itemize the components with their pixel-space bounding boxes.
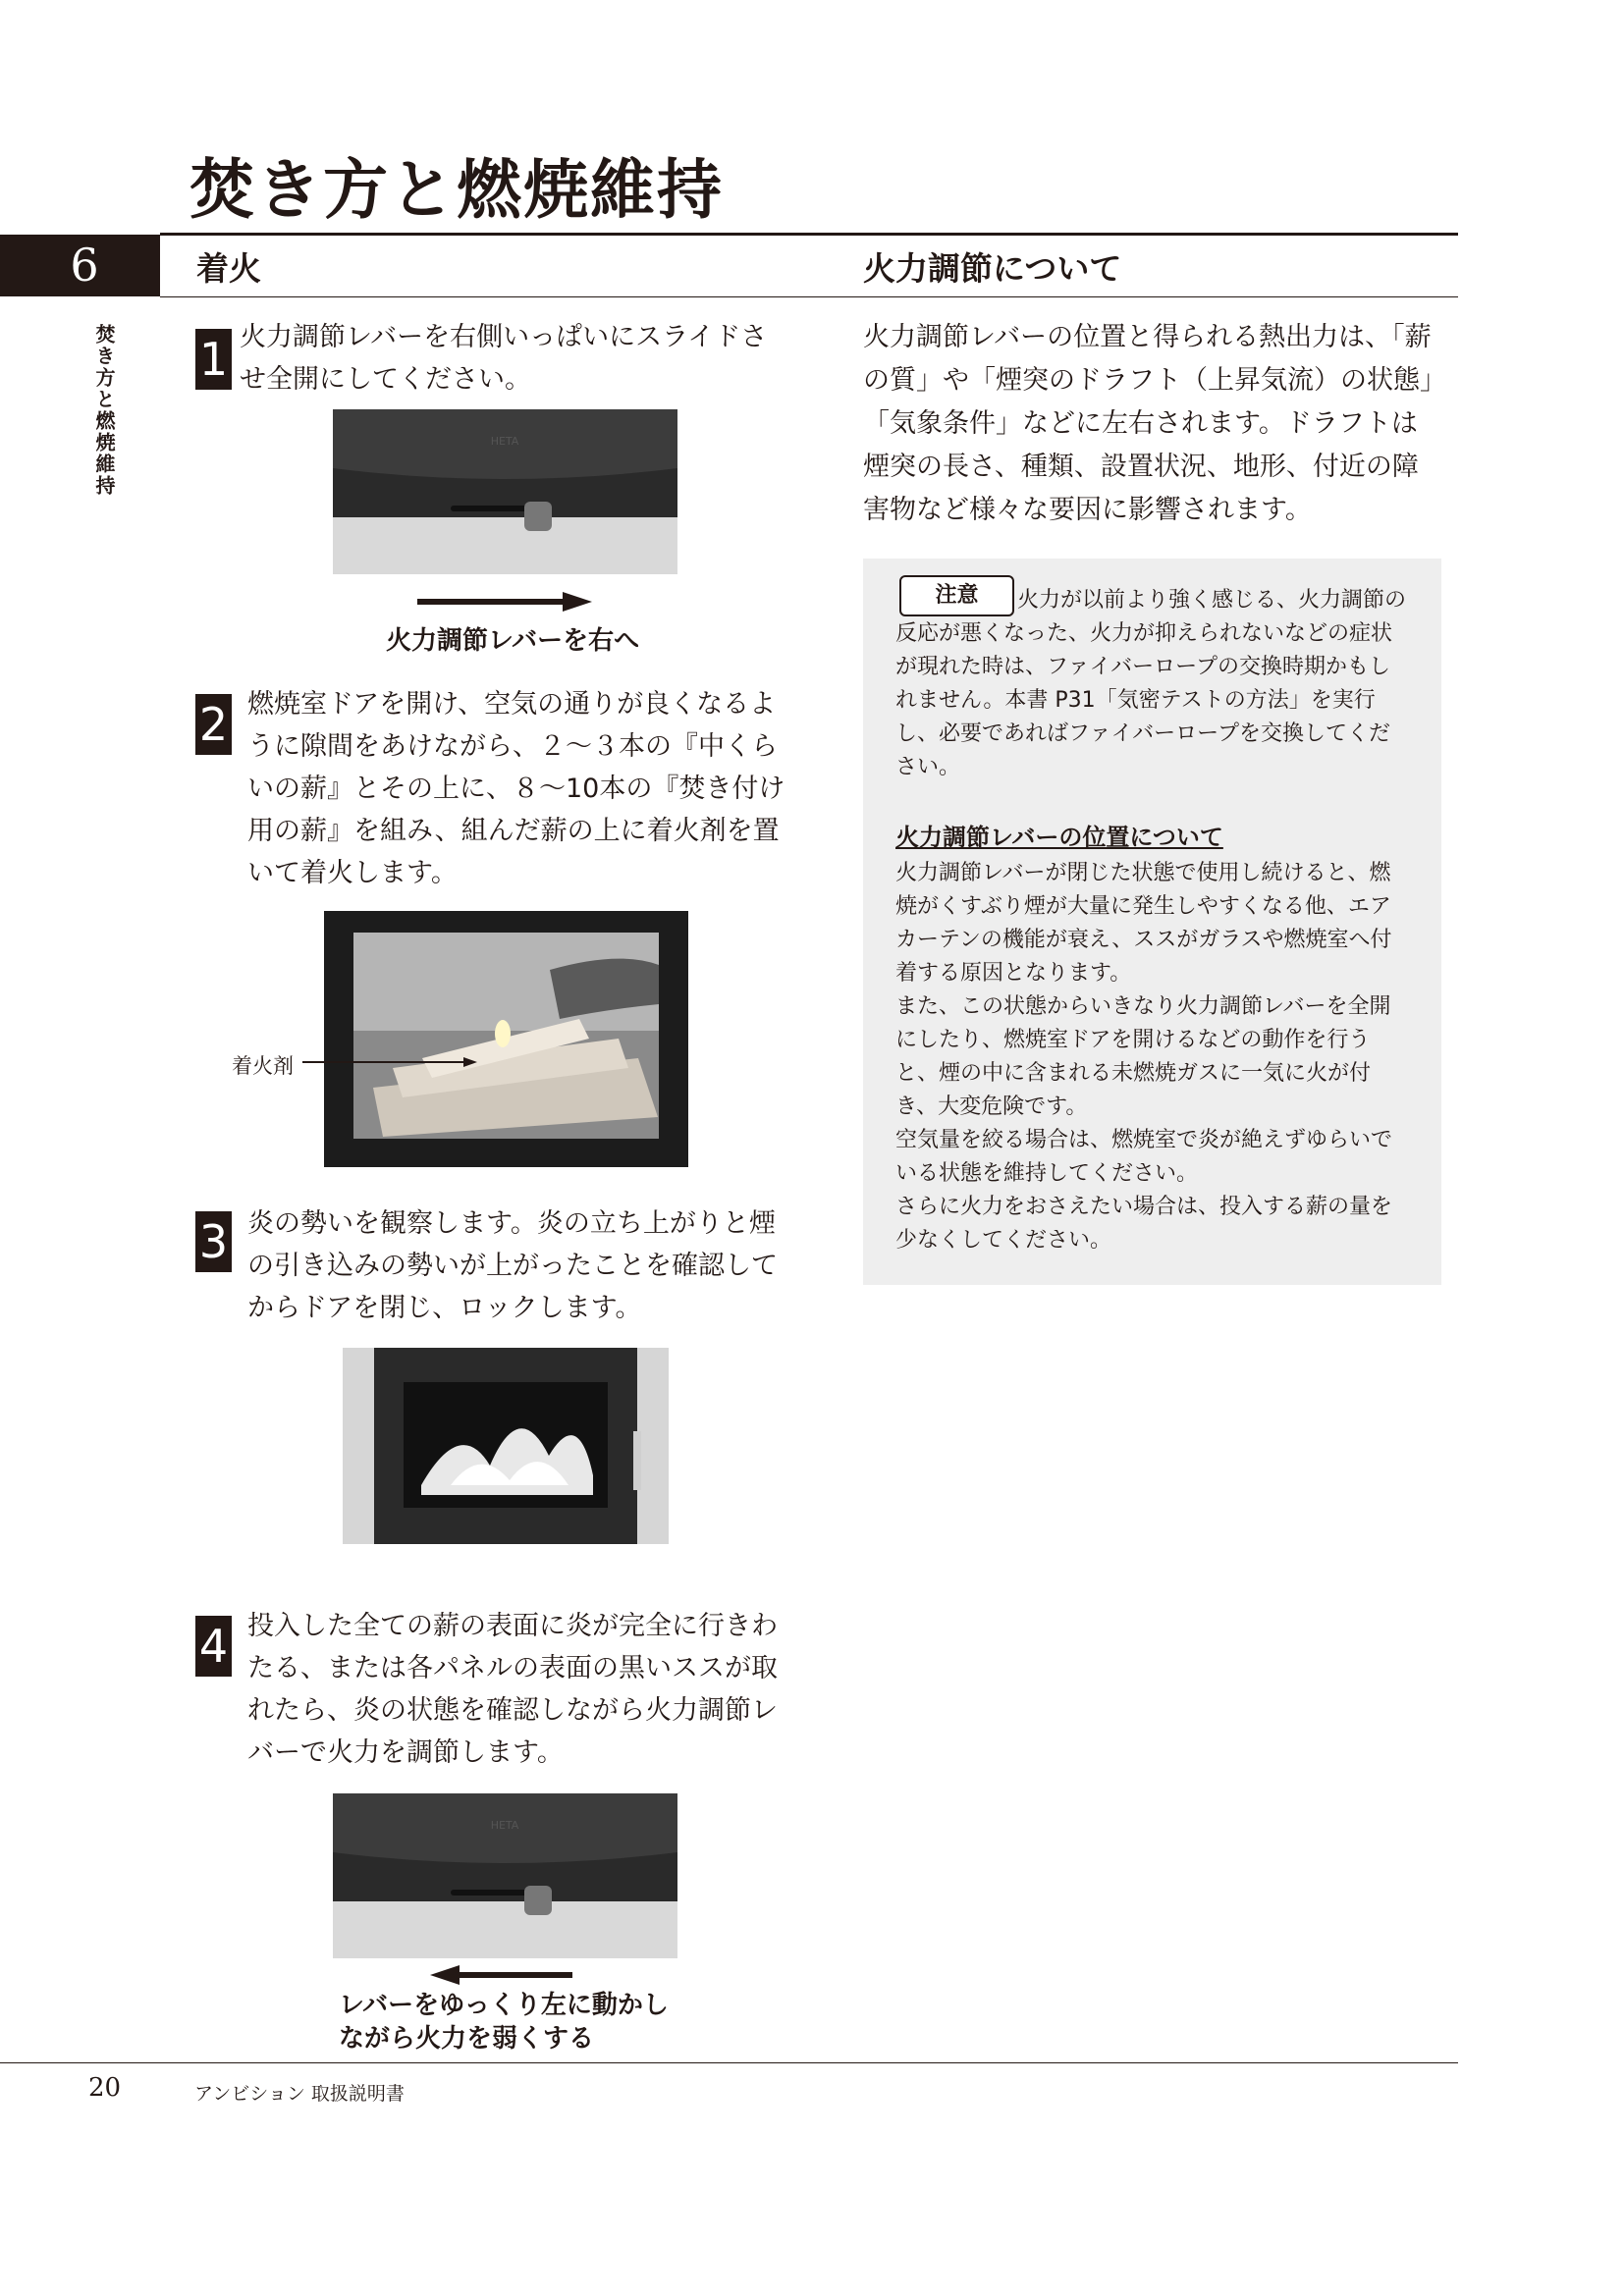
page-title: 焚き方と燃焼維持 — [189, 151, 724, 228]
svg-text:HETA: HETA — [490, 435, 519, 448]
step-number-2: 2 — [195, 694, 232, 755]
section-title-ignition: 着火 — [196, 249, 261, 288]
footer-doc-title: アンビション 取扱説明書 — [194, 2083, 405, 2105]
lever-position-paragraph: 火力調節レバーが閉じた状態で使用し続けると、燃焼がくすぶり煙が大量に発生しやすくなる他、エアカーテンの機能が衰え、ススがガラスや燃焼室へ付着する原因となります。 — [895, 861, 1392, 986]
caution-badge: 注意 — [899, 575, 1014, 616]
lever-position-body — [895, 857, 1406, 1257]
lever-position-paragraph: 空気量を絞る場合は、燃焼室で炎が絶えずゆらいでいる状態を維持してください。 — [895, 1128, 1393, 1186]
lever-photo-closing — [333, 1793, 677, 1958]
lever-position-paragraph: さらに火力をおさえたい場合は、投入する薪の量を少なくしてください。 — [895, 1195, 1393, 1253]
svg-text:HETA: HETA — [490, 1819, 519, 1832]
heat-control-intro: 火力調節レバーの位置と得られる熱出力は、「薪の質」や「煙突のドラフト（上昇気流）の状態」「気象条件」などに左右されます。ドラフトは煙突の長さ、種類、設置状況、地形、付近の障害物など様々な要因に影響されます。 — [863, 322, 1434, 525]
step-1-caption: 火力調節レバーを右へ — [386, 626, 640, 656]
step-4-text: 投入した全ての薪の表面に炎が完全に行きわたる、または各パネルの表面の黒いススが取れたら、炎の状態を確認しながら火力調節レバーで火力を調節します。 — [247, 1611, 778, 1768]
callout-arrow-icon — [302, 1055, 479, 1069]
arrow-right-icon — [417, 590, 594, 614]
chapter-box — [0, 235, 160, 296]
step-number-3: 3 — [195, 1211, 232, 1272]
caution-text: 火力が以前より強く感じる、火力調節の反応が悪くなった、火力が抑えられないなどの症状が現れた時は、ファイバーロープの交換時期かもしれません。本書 P31「気密テストの方法」を実行し、必要であればファイバーロープを交換してください。 — [895, 588, 1407, 779]
side-chapter-label: 焚き方と燃焼維持 — [92, 324, 116, 497]
section-rule — [160, 296, 1458, 297]
section-title-heat-control: 火力調節について — [863, 249, 1122, 288]
closed-door-fire-photo — [343, 1348, 669, 1544]
firewood-ignition-photo — [324, 911, 688, 1167]
chapter-number: 6 — [70, 239, 99, 292]
lever-photo-open — [333, 409, 677, 574]
step-2-text: 燃焼室ドアを開け、空気の通りが良くなるように隙間をあけながら、２～３本の『中くらいの薪』とその上に、８～10本の『焚き付け用の薪』を組み、組んだ薪の上に着火剤を置いて着火します。 — [247, 689, 785, 888]
arrow-left-icon — [430, 1963, 572, 1987]
step-4-caption — [339, 1989, 669, 2056]
step-number-4: 4 — [195, 1616, 232, 1677]
page-number: 20 — [88, 2073, 122, 2103]
ignition-agent-callout: 着火剤 — [232, 1054, 294, 1078]
footer-rule — [0, 2062, 1458, 2063]
step-number-1: 1 — [195, 329, 232, 390]
header-rule — [160, 233, 1458, 236]
lever-position-heading: 火力調節レバーの位置について — [895, 824, 1223, 851]
step-3-text: 炎の勢いを観察します。炎の立ち上がりと煙の引き込みの勢いが上がったことを確認してからドアを閉じ、ロックします。 — [247, 1208, 778, 1323]
step-4-caption-line2: ながら火力を弱くする — [339, 2024, 595, 2054]
lever-position-paragraph: また、この状態からいきなり火力調節レバーを全開にしたり、燃焼室ドアを開けるなどの動作を行うと、煙の中に含まれる未燃焼ガスに一気に火が付き、大変危険です。 — [895, 994, 1391, 1119]
step-1-text: 火力調節レバーを右側いっぱいにスライドさせ全開にしてください。 — [240, 322, 768, 395]
step-4-caption-line1: レバーをゆっくり左に動かし — [339, 1991, 669, 2020]
